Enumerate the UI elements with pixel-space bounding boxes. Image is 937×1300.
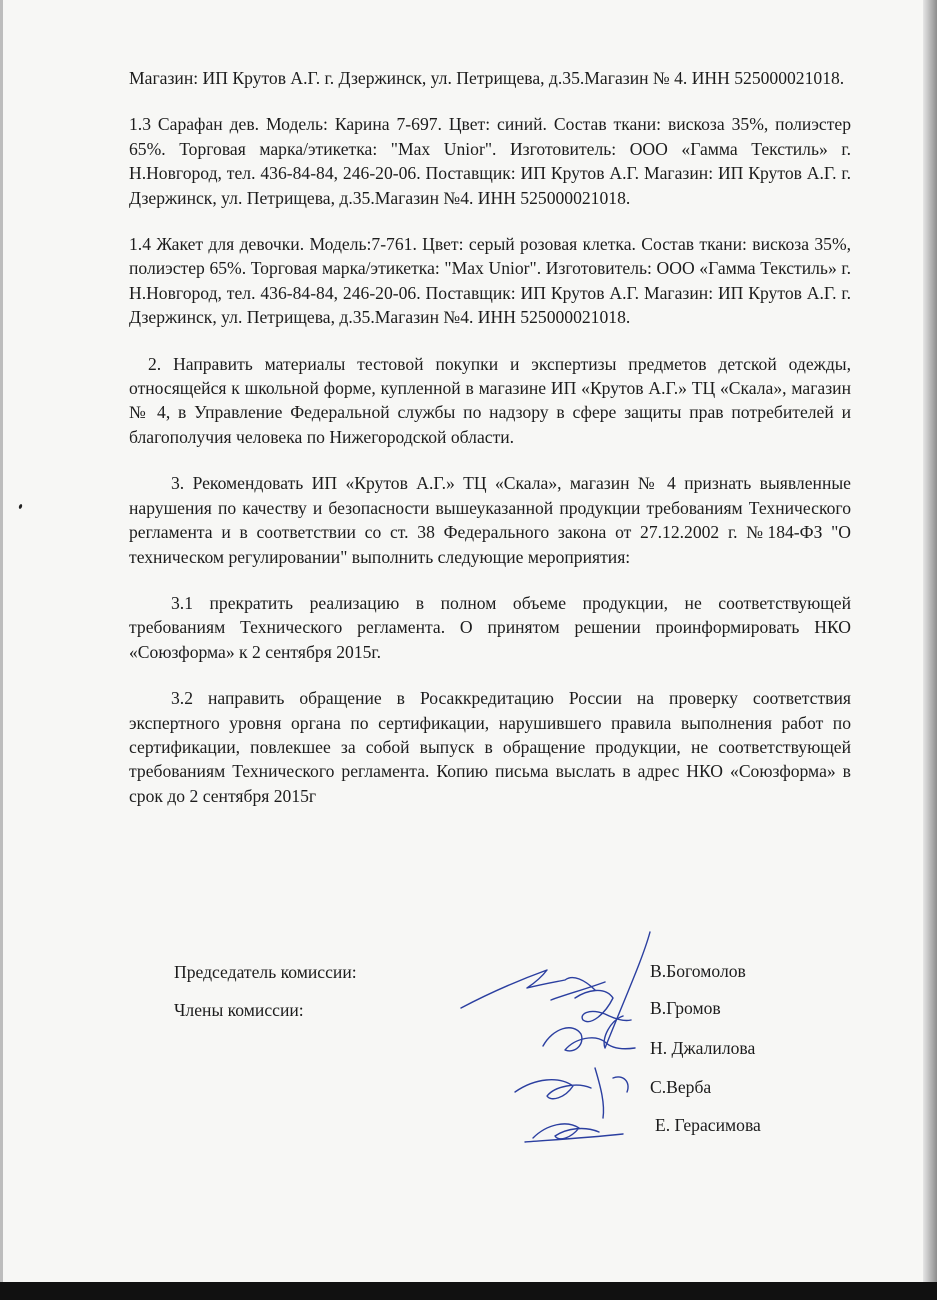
signatory-name-chairman: В.Богомолов (650, 961, 746, 981)
signatory-name-member-2: Н. Джалилова (650, 1038, 756, 1058)
members-label: Члены комиссии: (174, 1000, 304, 1020)
signatory-name-member-3: С.Верба (650, 1077, 712, 1097)
signature-member-4 (525, 1124, 623, 1142)
signature-chairman-stroke (604, 932, 650, 1048)
paragraph-shop-continued: Магазин: ИП Крутов А.Г. г. Дзержинск, ул. Петрищева, д.35.Магазин № 4. ИНН 525000021018. (129, 68, 845, 88)
paragraph-point-3-1: 3.1 прекратить реализацию в полном объеме продукции, не соответствующей требованиям Технического регламента. О принятом решении проинформировать НКО «Союзформа» к 2 сентября 2015г. (129, 592, 851, 662)
signatory-name-member-4: Е. Герасимова (655, 1115, 761, 1135)
paragraph-item-1-3: 1.3 Сарафан дев. Модель: Карина 7-697. Цвет: синий. Состав ткани: вискоза 35%, полиэстер 65%. Торговая марка/этикетка: "Max Unior". Изготовитель: ООО «Гамма Текстиль» г. Н.Новгород, тел. 436-84-84, 246-20-06. Поставщик: ИП Крутов А.Г. Магазин: ИП Крутов А.Г. г. Дзержинск, ул. Петрищева, д.35.Магазин №4. ИНН 525000021018. (129, 114, 851, 208)
handwritten-signatures (455, 928, 670, 1158)
signature-member-3 (515, 1068, 628, 1118)
chairman-label: Председатель комиссии: (174, 962, 357, 982)
paragraph-point-3-2: 3.2 направить обращение в Росаккредитацию России на проверку соответствия экспертного уровня органа по сертификации, нарушившего правила выполнения работ по сертификации, повлекшее за собой выпуск в обращение продукции, не соответствующей требованиям Технического регламента. Копию письма выслать в адрес НКО «Союзформа» в срок до 2 сентября 2015г (129, 688, 851, 806)
scan-bottom-band (0, 1282, 937, 1300)
signatory-name-member-1: В.Громов (650, 998, 721, 1018)
paragraph-point-3: 3. Рекомендовать ИП «Крутов А.Г.» ТЦ «Скала», магазин № 4 признать выявленные нарушения по качеству и безопасности вышеуказанной продукции требованиям Технического регламента и в соответствии со ст. 38 Федерального закона от 27.12.2002 г. №184-ФЗ "О техническом регулировании" выполнить следующие мероприятия: (129, 473, 851, 567)
paragraph-point-2: 2. Направить материалы тестовой покупки и экспертизы предметов детской одежды, относящейся к школьной форме, купленной в магазине ИП «Крутов А.Г.» ТЦ «Скала», магазин № 4, в Управление Федеральной службы по надзору в сфере защиты прав потребителей и благополучия человека по Нижегородской области. (129, 353, 851, 447)
paragraph-item-1-4: 1.4 Жакет для девочки. Модель:7-761. Цвет: серый розовая клетка. Состав ткани: вискоза 35%, полиэстер 65%. Торговая марка/этикетка: "Max Unior". Изготовитель: ООО «Гамма Текстиль» г. Н.Новгород, тел. 436-84-84, 246-20-06. Поставщик: ИП Крутов А.Г. Магазин: ИП Крутов А.Г. г. Дзержинск, ул. Петрищева, д.35.Магазин №4. ИНН 525000021018. (129, 234, 851, 328)
signature-chairman (461, 970, 605, 1008)
signature-member-2 (543, 1028, 635, 1051)
